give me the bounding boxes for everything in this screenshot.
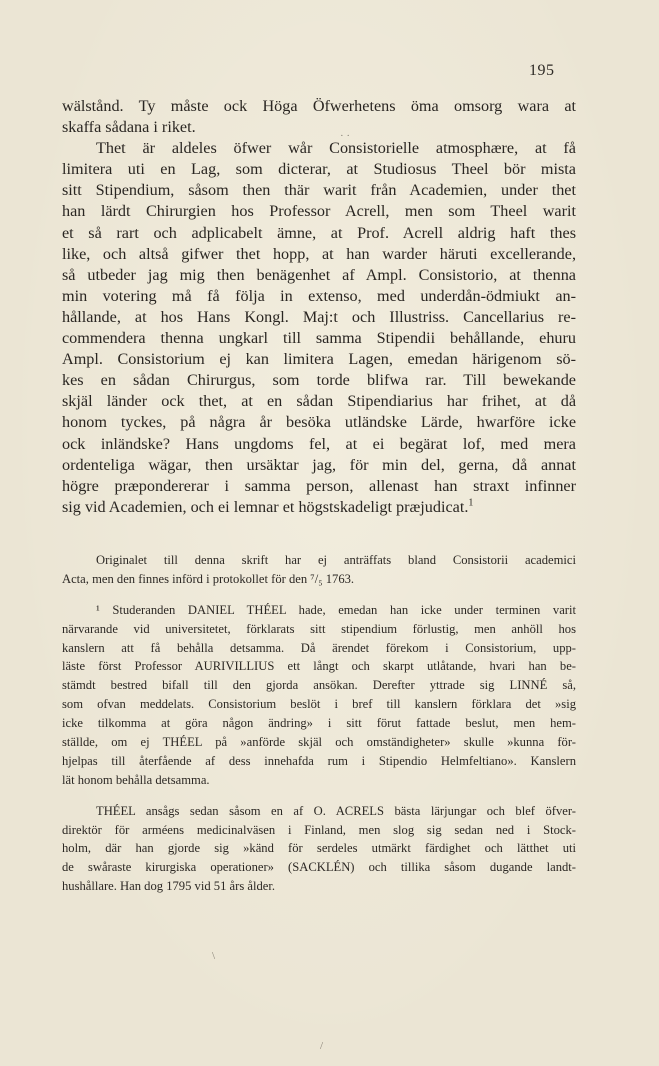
- note-line: Acta, men den finnes införd i protokollet för den ⁷/₅ 1763.: [62, 571, 355, 586]
- original-note: [62, 551, 576, 589]
- text-line: Ampl. Consistorium ej kan limitera Lagen, emedan härigenom sö-: [62, 350, 576, 369]
- note-line: direktör för arméens medicinalväsen i Finland, men slog sig sedan ned i Stock-: [62, 822, 576, 837]
- note-line: hjelpas till återfående af dess innehafda rum i Stipendio Helmfeltiano». Kanslern: [62, 753, 576, 768]
- note-line: stämdt bestred bifall till den gjorda ansökan. Derefter yttrade sig LINNÉ så,: [62, 678, 576, 693]
- note-line: som ofvan meddelats. Consistorium beslöt i bref till kanslern förklara det »sig: [62, 697, 576, 712]
- note-line: holm, där han gjorde sig »känd för serdeles utmärkt färdighet och lätthet uti: [62, 841, 576, 856]
- note-line: lät honom behålla detsamma.: [62, 772, 210, 787]
- note-line: hushållare. Han dog 1795 vid 51 års ålder.: [62, 879, 275, 894]
- text-line: kes en sådan Chirurgus, som torde blifwa rar. Till bewekande: [62, 371, 576, 390]
- text-line: högre præpondererar i samma person, allenast han straxt infinner: [62, 476, 576, 495]
- text-line: så utbeder jag mig then benägenhet af Ampl. Consistorio, at thenna: [62, 265, 576, 284]
- text-line: commendera thenna ungkarl till samma Stipendii behållande, ehuru: [62, 329, 576, 348]
- text-line: Thet är aldeles öfwer wår Consistorielle atmosphære, at få: [96, 139, 576, 158]
- note-line: Originalet till denna skrift har ej anträffats bland Consistorii academici: [96, 553, 576, 567]
- text-line: skjäl länder ock thet, at en sådan Stipendiarius har frihet, at då: [62, 392, 576, 411]
- text-line: ordenteliga wägar, then ursäktar jag, för min del, gerna, då annat: [62, 455, 576, 474]
- text-line: hållande, at hos Hans Kongl. Maj:t och Illustriss. Cancellarius re-: [62, 307, 576, 326]
- text-line: limitera uti en Lag, som dicterar, at Studiosus Theel bör mista: [62, 160, 576, 179]
- note-line: icke tilkomma at göra någon ändring» i sitt förut fattade beslut, men hem-: [62, 716, 576, 731]
- note-line: ¹ Studeranden DANIEL THÉEL hade, emedan han icke under terminen varit: [96, 602, 576, 617]
- speck-mark: · ·: [340, 130, 351, 142]
- note-line: läste först Professor AURIVILLIUS ett långt och skarpt utlåtande, hvari han be-: [62, 659, 576, 674]
- note-line: kanslern att få behålla detsamma. Då ärendet förekom i Consistorium, upp-: [62, 640, 576, 655]
- page-number: 195: [529, 62, 555, 79]
- text-line: ock inländske? Hans ungdoms fel, at ei begärat lof, med mera: [62, 434, 576, 453]
- text-line: sitt Stipendium, såsom then thär warit från Academien, under thet: [62, 181, 576, 200]
- speck-mark: /: [320, 1040, 324, 1052]
- text-line: et så rart och adplicabelt ämne, at Prof. Acrell aldrig haft thes: [62, 223, 576, 242]
- text-line: sig vid Academien, och ei lemnar et högstskadeligt præjudicat.$^1$: [62, 497, 474, 516]
- footnote-1-continuation: [62, 802, 576, 896]
- text-line: min votering må få följa in extenso, med underdån-ödmiukt an-: [62, 286, 576, 305]
- text-line: wälstånd. Ty måste ock Höga Öfwerhetens öma omsorg wara at: [62, 97, 576, 115]
- text-line: skaffa sådana i riket.: [62, 118, 196, 137]
- speck-mark: \: [212, 950, 216, 962]
- note-line: närvarande vid universitetet, förklarats sitt stipendium förlustig, men anhöll hos: [62, 621, 576, 636]
- main-body-text: [62, 96, 576, 518]
- notes-section: [62, 551, 576, 896]
- text-line: honom tyckes, på några år besöka utländske Lärde, hwarföre icke: [62, 413, 576, 432]
- text-line: han lärdt Chirurgien hos Professor Acrell, men som Theel warit: [62, 202, 576, 221]
- note-line: ställde, om ej THÉEL på »anförde skjäl och omständigheter» skulle »kunna för-: [62, 735, 576, 750]
- note-line: THÉEL ansågs sedan såsom en af O. ACRELS bästa lärjungar och blef öfver-: [96, 803, 576, 818]
- footnote-1: [62, 601, 576, 790]
- note-line: de swåraste kirurgiska operationer» (SACKLÉN) och tillika såsom dugande landt-: [62, 860, 576, 875]
- text-line: like, och altså gifwer thet hopp, at han warder häruti excellerande,: [62, 244, 576, 263]
- footnote-marker: 1: [468, 497, 474, 509]
